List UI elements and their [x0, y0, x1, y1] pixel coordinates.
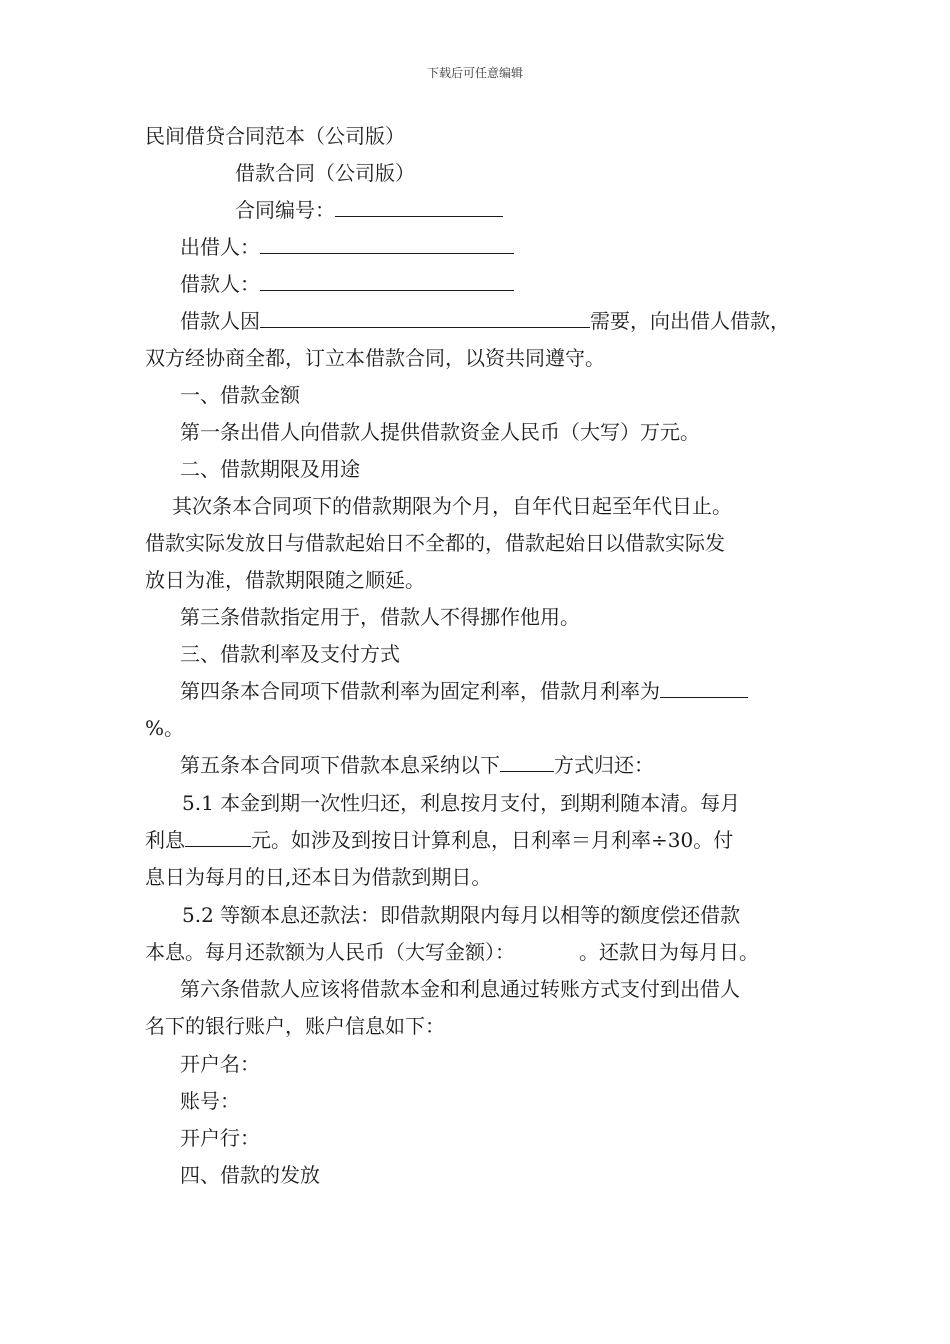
document-subtitle: 借款合同（公司版）: [235, 161, 415, 185]
section-heading: 四、借款的发放: [180, 1163, 320, 1187]
monthly-interest-text-a: 利息: [145, 828, 185, 852]
section-heading: 一、借款金额: [180, 383, 300, 407]
interest-rate-blank: [660, 677, 748, 698]
paragraph-line: 第一条出借人向借款人提供借款资金人民币（大写）万元。: [180, 420, 700, 444]
section-heading: 二、借款期限及用途: [180, 457, 360, 481]
monthly-payment-line: [145, 938, 825, 966]
interest-rate-line: [180, 677, 860, 705]
paragraph-line: 其次条本合同项下的借款期限为个月，自年代日起至年代日止。: [172, 494, 732, 518]
interest-rate-text: 第四条本合同项下借款利率为固定利率，借款月利率为: [180, 679, 660, 703]
monthly-payment-text-b: 。还款日为每月日。: [579, 940, 759, 964]
lender-line: [180, 233, 860, 261]
reason-text-b: 需要，向出借人借款，: [590, 309, 790, 333]
lender-blank: [260, 233, 514, 254]
paragraph-line: 第三条借款指定用于，借款人不得挪作他用。: [180, 605, 580, 629]
reason-line: [180, 307, 860, 335]
paragraph-line: 5.2 等额本息还款法：即借款期限内每月以相等的额度偿还借款: [182, 903, 741, 927]
borrower-blank: [260, 270, 514, 291]
repayment-text-a: 第五条本合同项下借款本息采纳以下: [180, 753, 500, 777]
document-title: 民间借贷合同范本（公司版）: [145, 124, 405, 148]
account-name-label: 开户名：: [180, 1052, 260, 1076]
account-number-label: 账号：: [180, 1089, 240, 1113]
borrower-label: 借款人：: [180, 272, 260, 296]
paragraph-line: 息日为每月的日,还本日为借款到期日。: [145, 865, 492, 889]
page-header: 下载后可任意编辑: [426, 66, 523, 80]
monthly-interest-text-b: 元。如涉及到按日计算利息，日利率＝月利率÷30。付: [251, 828, 734, 852]
borrower-line: [180, 270, 860, 298]
contract-number-line: [235, 196, 915, 224]
reason-text-a: 借款人因: [180, 309, 260, 333]
contract-number-blank: [335, 196, 503, 217]
paragraph-line: 借款实际发放日与借款起始日不全都的，借款起始日以借款实际发: [145, 531, 725, 555]
section-heading: 三、借款利率及支付方式: [180, 642, 400, 666]
repayment-text-b: 方式归还：: [554, 753, 654, 777]
repayment-method-line: [180, 751, 860, 779]
monthly-interest-line: [145, 826, 825, 854]
paragraph-line: 放日为准，借款期限随之顺延。: [145, 568, 425, 592]
contract-number-label: 合同编号：: [235, 198, 335, 222]
paragraph-line: 第六条借款人应该将借款本金和利息通过转账方式支付到出借人: [180, 977, 740, 1001]
paragraph-line: 名下的银行账户，账户信息如下：: [145, 1014, 445, 1038]
monthly-payment-text-a: 本息。每月还款额为人民币（大写金额）：: [145, 940, 515, 964]
paragraph-line: %。: [145, 716, 185, 740]
paragraph-line: 5.1 本金到期一次性归还，利息按月支付，到期利随本清。每月: [182, 791, 741, 815]
repayment-method-blank: [500, 751, 554, 772]
paragraph-line: 双方经协商全都，订立本借款合同，以资共同遵守。: [145, 346, 605, 370]
reason-blank: [260, 307, 590, 328]
monthly-interest-blank: [185, 826, 251, 847]
account-bank-label: 开户行：: [180, 1126, 260, 1150]
lender-label: 出借人：: [180, 235, 260, 259]
